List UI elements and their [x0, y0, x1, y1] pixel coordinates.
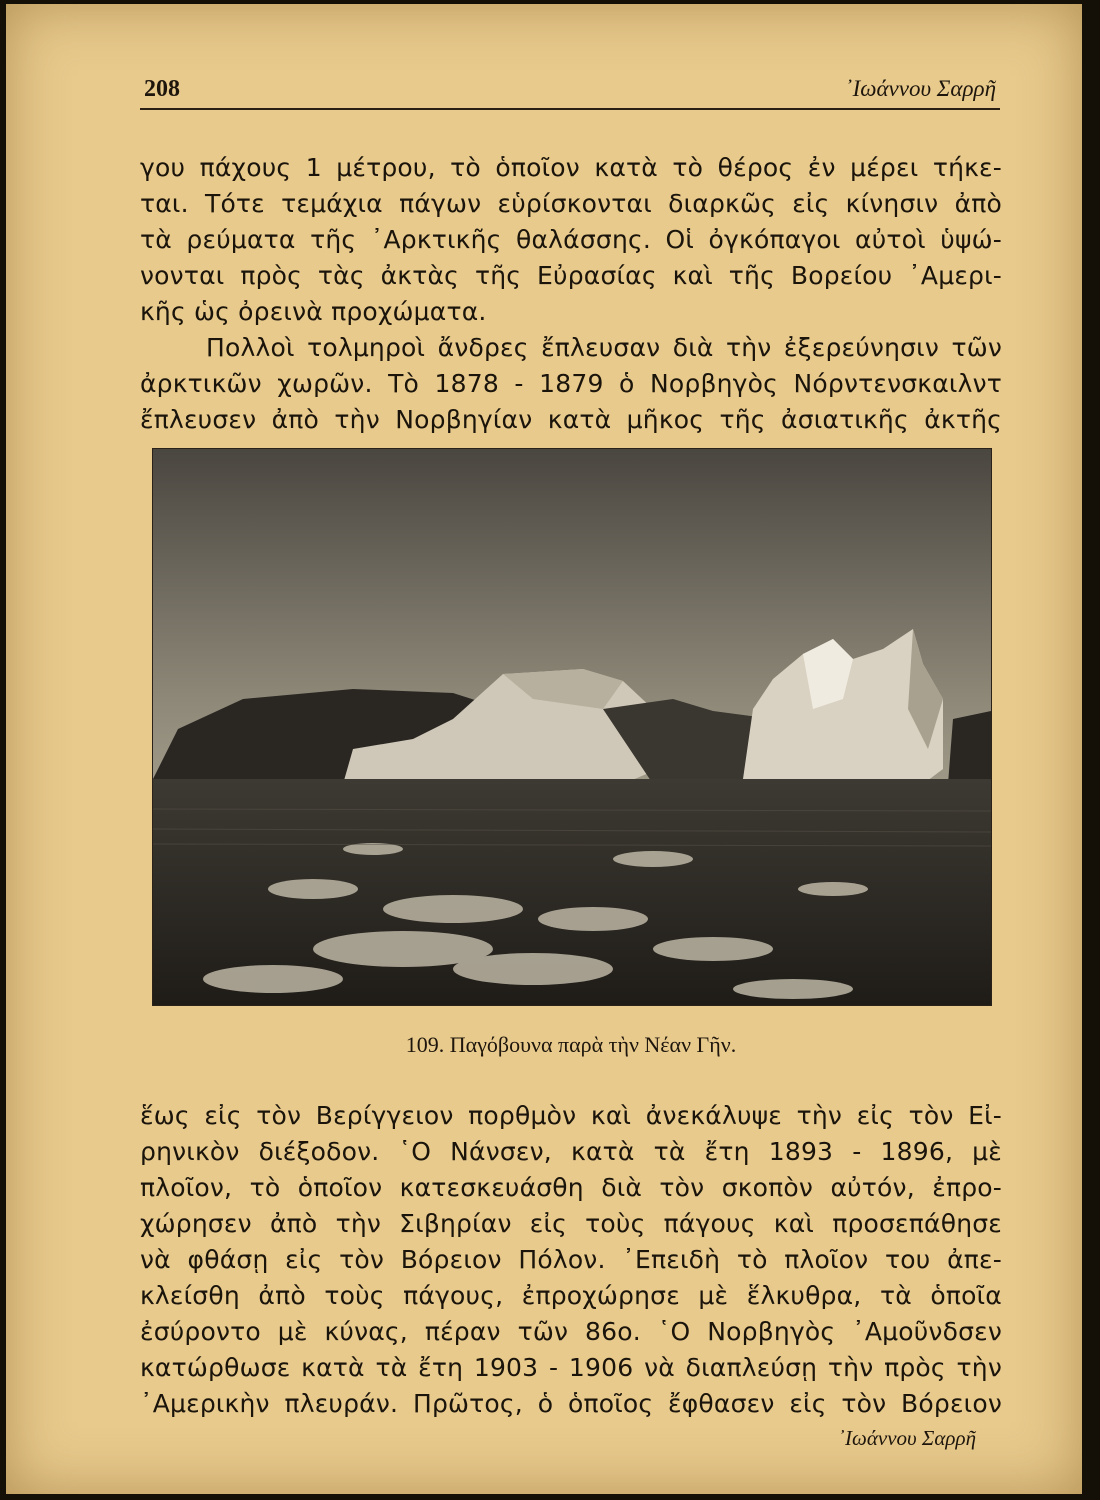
iceberg-photograph — [152, 448, 992, 1006]
text-line: ἐσύροντο μὲ κύνας, πέραν τῶν 86ο. ῾Ο Νορβηγὸς ᾿Αμοῦνδσεν — [140, 1317, 1002, 1346]
page-header — [140, 74, 1000, 110]
text-line: κατώρθωσε κατὰ τὰ ἔτη 1903 - 1906 νὰ διαπλεύσῃ τὴν πρὸς τὴν — [140, 1353, 1002, 1382]
text-line: ται. Τότε τεμάχια πάγων εὑρίσκονται διαρκῶς εἰς κίνησιν ἀπὸ — [140, 189, 1002, 218]
text-line: ᾿Αμερικὴν πλευράν. Πρῶτος, ὁ ὁποῖος ἔφθασεν εἰς τὸν Βόρειον — [140, 1389, 1002, 1418]
figure-caption: 109. Παγόβουνα παρὰ τὴν Νέαν Γῆν. — [405, 1032, 737, 1057]
text-line: ἕως εἰς τὸν Βερίγγειον πορθμὸν καὶ ἀνεκάλυψε τὴν εἰς τὸν Εἰ- — [140, 1101, 1002, 1130]
body-text-top — [140, 150, 1002, 438]
page-number: 208 — [144, 76, 180, 102]
text-line: ἔπλευσεν ἀπὸ τὴν Νορβηγίαν κατὰ μῆκος τῆς ἀσιατικῆς ἀκτῆς — [140, 405, 1002, 434]
text-line: ρηνικὸν διέξοδον. ῾Ο Νάνσεν, κατὰ τὰ ἔτη 1893 - 1896, μὲ — [140, 1137, 1002, 1166]
footer-signature: ᾿Ιωάννου Σαρρῆ — [838, 1426, 976, 1450]
text-line: κλείσθη ἀπὸ τοὺς πάγους, ἐπροχώρησε μὲ ἕλκυθρα, τὰ ὁποῖα — [140, 1281, 1002, 1310]
text-line: χώρησεν ἀπὸ τὴν Σιβηρίαν εἰς τοὺς πάγους καὶ προσεπάθησε — [140, 1209, 1002, 1238]
text-line: νονται πρὸς τὰς ἀκτὰς τῆς Εὐρασίας καὶ τῆς Βορείου ᾿Αμερι- — [140, 261, 1002, 290]
running-head: ᾿Ιωάννου Σαρρῆ — [844, 76, 996, 101]
text-line: Πολλοὶ τολμηροὶ ἄνδρες ἔπλευσαν διὰ τὴν ἐξερεύνησιν τῶν — [206, 333, 1002, 362]
iceberg-photograph-image — [153, 449, 991, 1005]
text-line: πλοῖον, τὸ ὁποῖον κατεσκευάσθη διὰ τὸν σκοπὸν αὐτόν, ἐπρο- — [140, 1173, 1002, 1202]
book-page — [6, 4, 1082, 1494]
text-line: ἀρκτικῶν χωρῶν. Τὸ 1878 - 1879 ὁ Νορβηγὸς Νόρντενσκαιλντ — [140, 369, 1002, 398]
text-line: κῆς ὡς ὀρεινὰ προχώματα. — [140, 297, 487, 326]
text-line: νὰ φθάσῃ εἰς τὸν Βόρειον Πόλον. ᾿Επειδὴ τὸ πλοῖον του ἀπε- — [140, 1245, 1002, 1274]
text-line: γου πάχους 1 μέτρου, τὸ ὁποῖον κατὰ τὸ θέρος ἐν μέρει τήκε- — [140, 153, 1002, 182]
body-text-bottom — [140, 1098, 1002, 1422]
text-line: τὰ ρεύματα τῆς ᾿Αρκτικῆς θαλάσσης. Οἱ ὀγκόπαγοι αὐτοὶ ὑψώ- — [140, 225, 1002, 254]
